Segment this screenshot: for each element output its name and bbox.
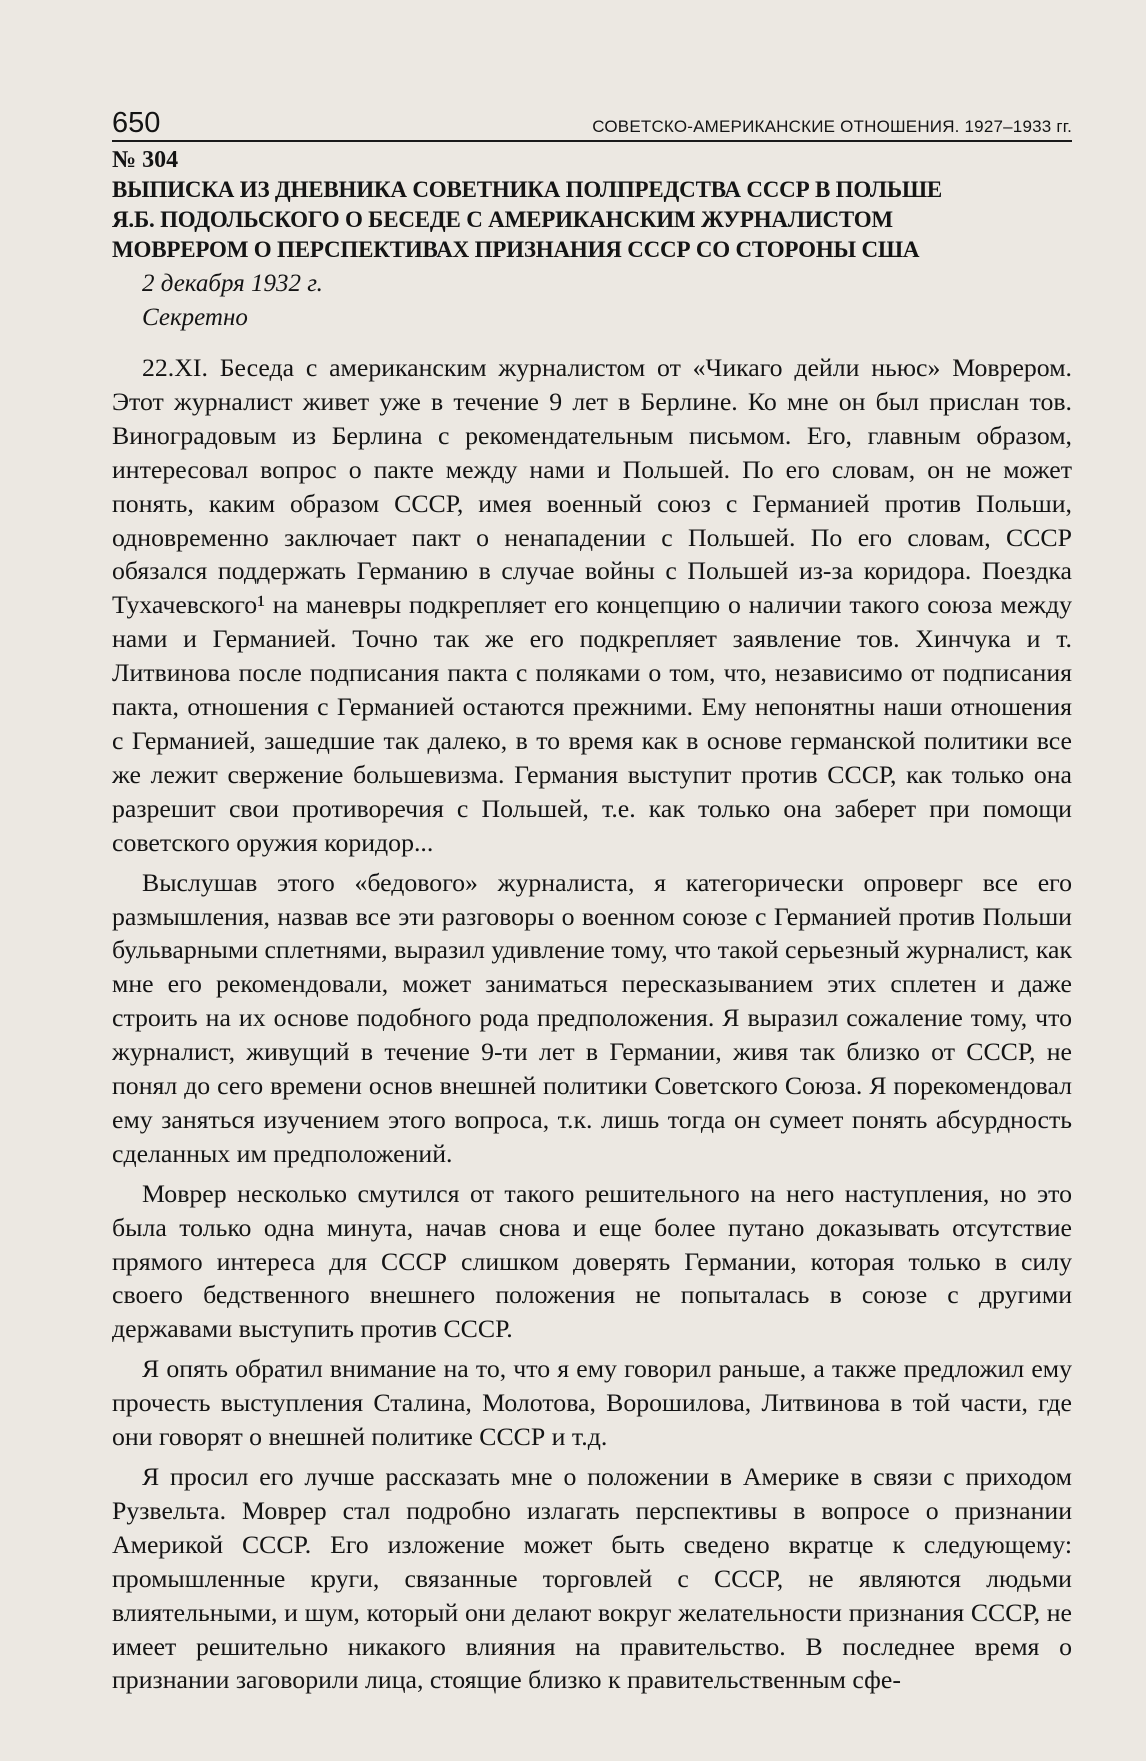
body-text [112,351,1072,1697]
page-number: 650 [112,107,161,139]
document-date: 2 декабря 1932 г. [142,270,323,297]
paragraph: Я просил его лучше рассказать мне о положении в Америке в связи с приходом Рузвельта. Моврер стал подробно излагать перспективы в вопросе о признании Америкой СССР. Его изложение может быть сведено вкратце к следующему: промышленные круги, связанные торговлей с СССР, не являются людьми влиятельными, и шум, который они делают вокруг желательности признания СССР, не имеет решительно никакого влияния на правительство. В последнее время о признании заговорили лица, стоящие близко к правительственным сфе- [112,1462,1072,1695]
document-classification: Секретно [142,304,248,331]
paragraph: 22.XI. Беседа с американским журналистом от «Чикаго дейли ньюс» Моврером. Этот журналист живет уже в течение 9 лет в Берлине. Ко мне он был прислан тов. Виноградовым из Берлина с рекомендательным письмом. Его, главным образом, интересовал вопрос о пакте между нами и Польшей. По его словам, он не может понять, каким образом СССР, имея военный союз с Германией против Польши, одновременно заключает пакт о ненападении с Польшей. По его словам, СССР обязался поддержать Германию в случае войны с Польшей из-за коридора. Поездка Тухачевского¹ на маневры подкрепляет его концепцию о наличии такого союза между нами и Германией. Точно так же его подкрепляет заявление тов. Хинчука и т. Литвинова после подписания пакта с поляками о том, что, независимо от подписания пакта, отношения с Германией остаются прежними. Ему непонятны наши отношения с Германией, зашедшие так далеко, в то время как в основе германской политики все же лежит свержение большевизма. Германия выступит против СССР, как только она разрешит свои противоречия с Польшей, т.е. как только она заберет при помощи советского оружия коридор... [112,353,1072,857]
paragraph: Выслушав этого «бедового» журналиста, я категорически опроверг все его размышления, назвав все эти разговоры о военном союзе с Германией против Польши бульварными сплетнями, выразил удивление тому, что такой серьезный журналист, как мне его рекомендовали, может заниматься пересказыванием этих сплетен и даже строить на их основе подобного рода предположения. Я выразил сожаление тому, что журналист, живущий в течение 9-ти лет в Германии, живя так близко от СССР, не понял до сего времени основ внешней политики Советского Союза. Я порекомендовал ему заняться изучением этого вопроса, т.к. лишь тогда он сумеет понять абсурдность сделанных им предположений. [112,867,1072,1168]
paragraph: Я опять обратил внимание на то, что я ему говорил раньше, а также предложил ему прочесть выступления Сталина, Молотова, Ворошилова, Литвинова в той части, где они говорят о внешней политике СССР и т.д. [112,1354,1072,1452]
paragraph: Моврер несколько смутился от такого решительного на него наступления, но это была только одна минута, начав снова и еще более путано доказывать отсутствие прямого интереса для СССР слишком доверять Германии, которая только в силу своего бедственного внешнего положения не попыталась в союзе с другими державами выступить против СССР. [112,1178,1072,1344]
page-header [112,100,1072,142]
page-content [112,146,1072,1703]
document-number: № 304 [112,147,179,173]
document-title-line: ВЫПИСКА ИЗ ДНЕВНИКА СОВЕТНИКА ПОЛПРЕДСТВА СССР В ПОЛЬШЕ [112,177,943,202]
document-title [112,175,1072,265]
document-title-line: Я.Б. ПОДОЛЬСКОГО О БЕСЕДЕ С АМЕРИКАНСКИМ ЖУРНАЛИСТОМ [112,207,893,232]
document-title-line: МОВРЕРОМ О ПЕРСПЕКТИВАХ ПРИЗНАНИЯ СССР СО СТОРОНЫ США [112,237,920,262]
running-title: СОВЕТСКО-АМЕРИКАНСКИЕ ОТНОШЕНИЯ. 1927–1933 гг. [592,117,1072,136]
